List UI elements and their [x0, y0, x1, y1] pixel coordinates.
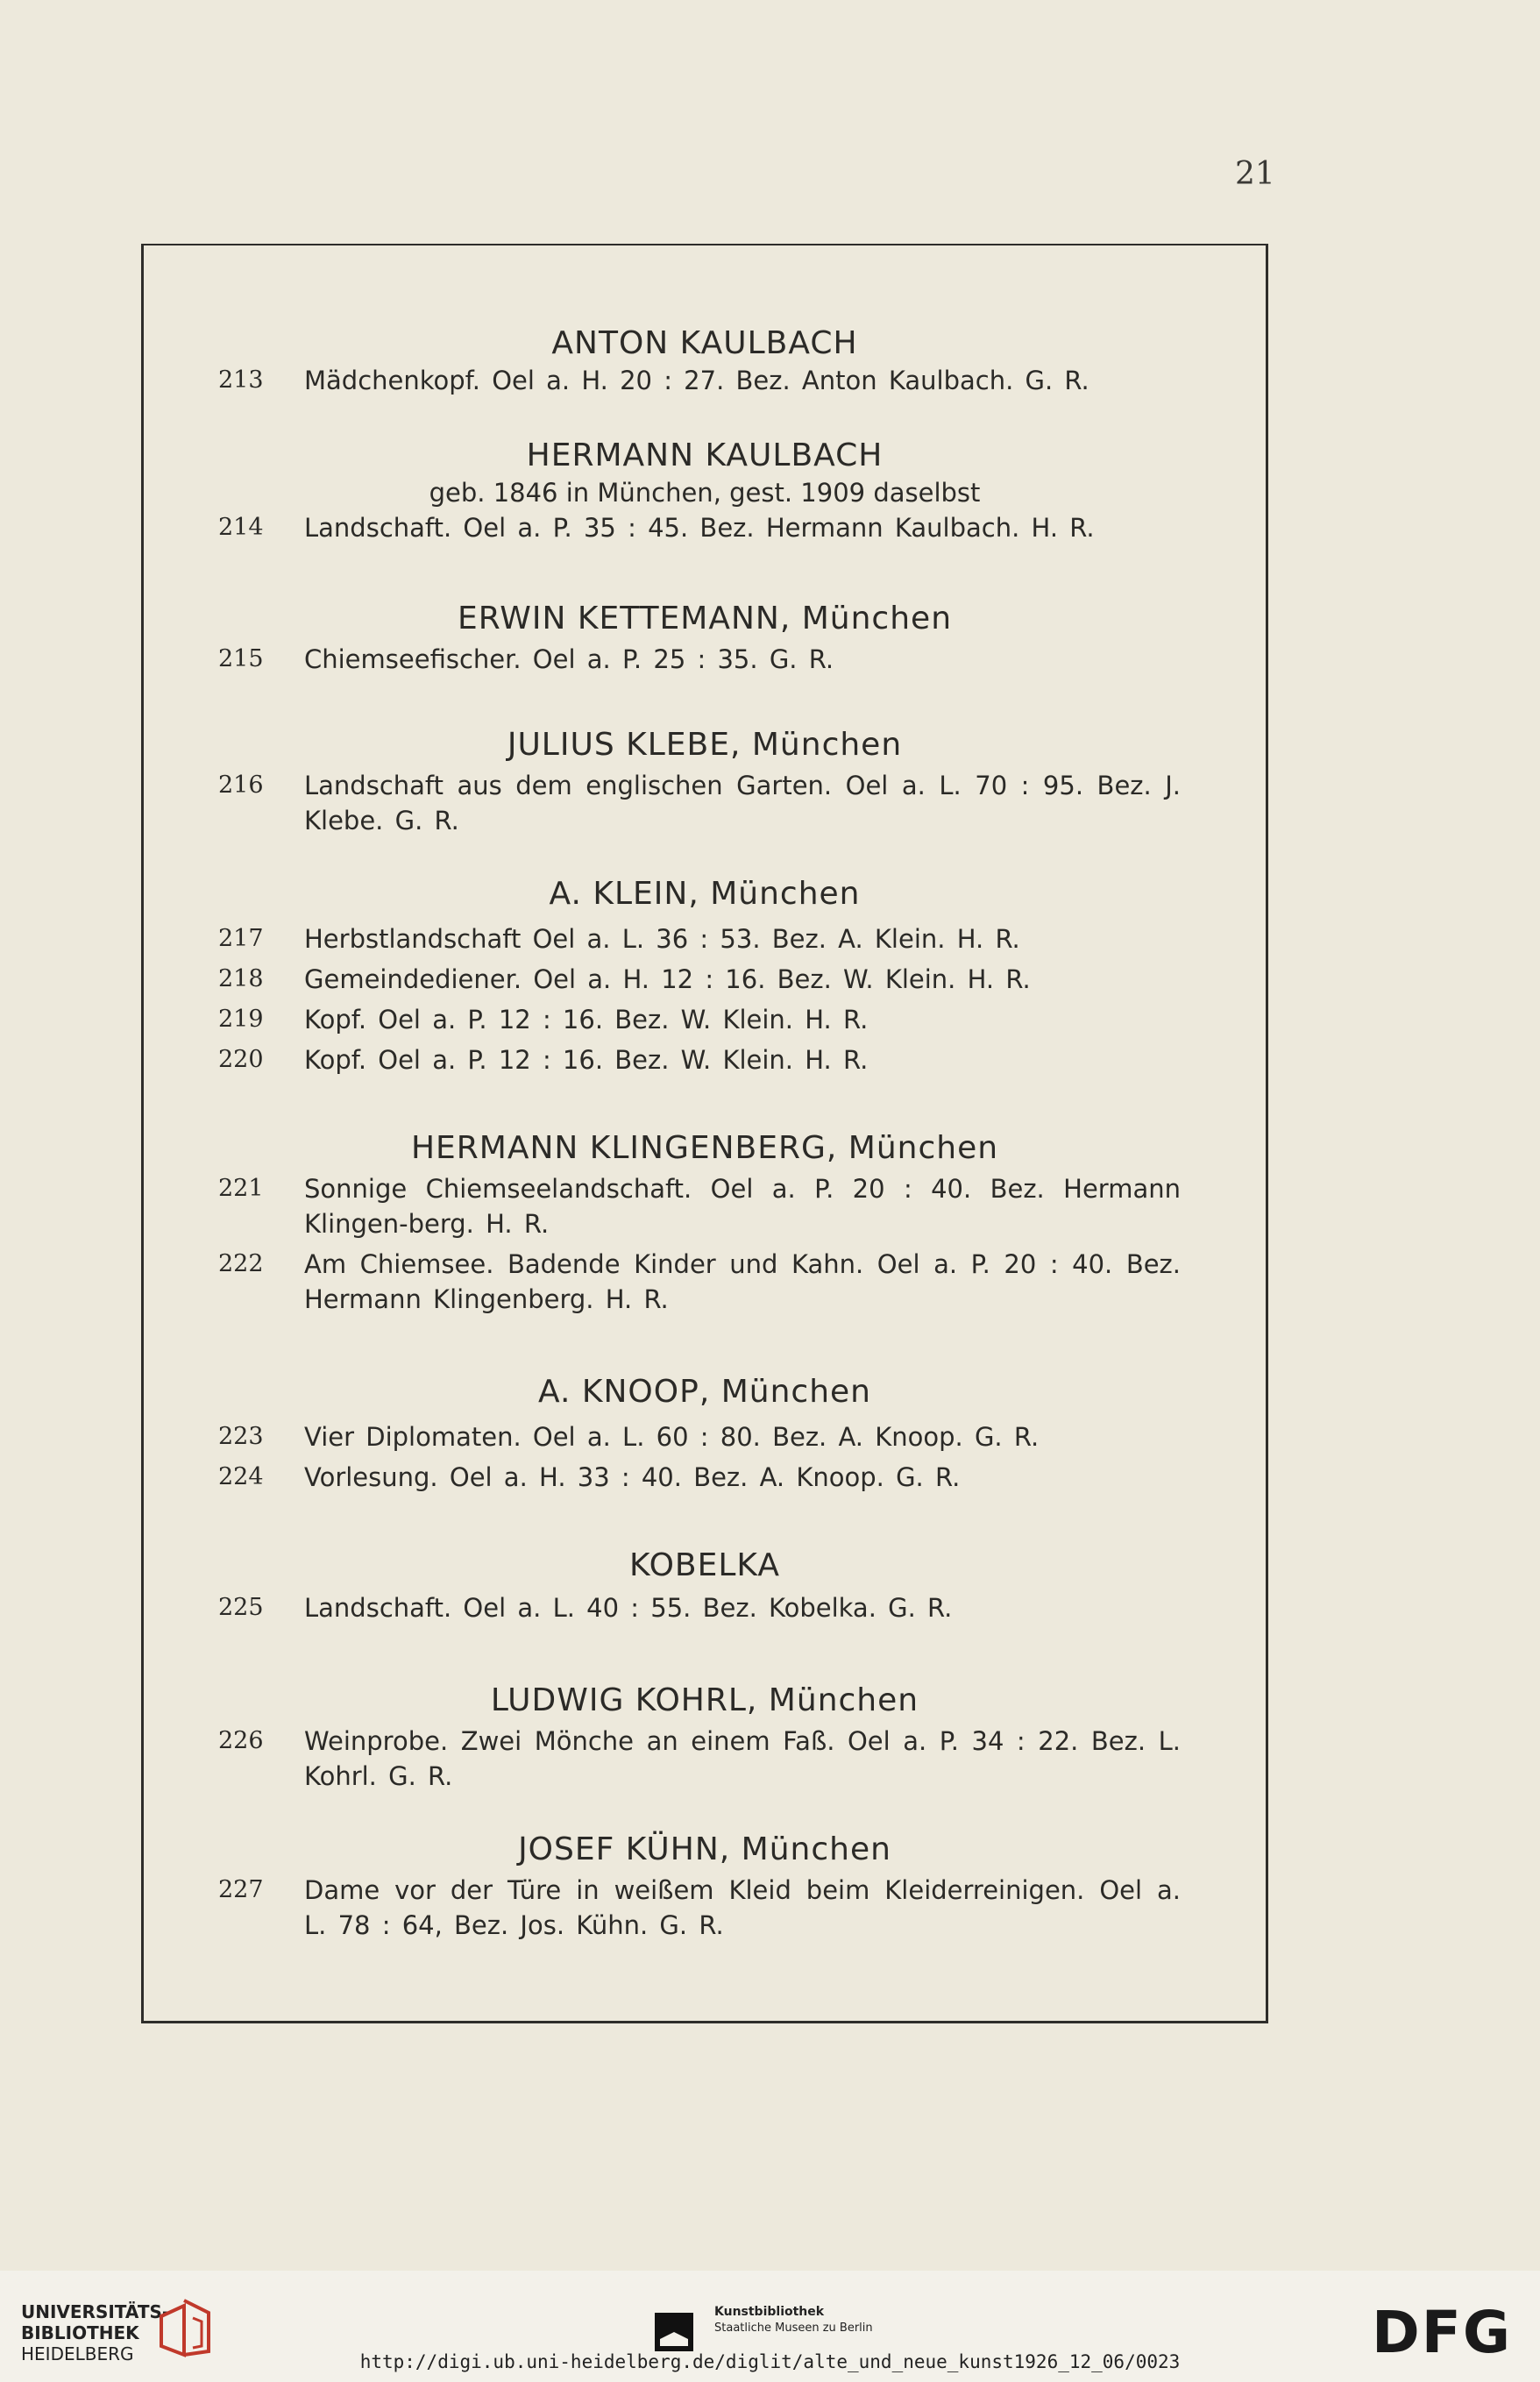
entry-number: 220 — [218, 1046, 264, 1073]
entry-text: Kopf. Oel a. P. 12 : 16. Bez. W. Klein. H. R. — [304, 1005, 869, 1035]
artist-heading: HERMANN KAULBACH — [526, 437, 884, 473]
entry-number: 217 — [218, 925, 264, 952]
artist-heading: KOBELKA — [628, 1547, 781, 1583]
catalog-entry — [141, 510, 1268, 545]
catalog-entry — [141, 1247, 1268, 1317]
entry-text: Landschaft. Oel a. P. 35 : 45. Bez. Hermann Kaulbach. H. R. — [304, 513, 1095, 543]
artist-section — [141, 1547, 1268, 1625]
artist-bio: geb. 1846 in München, gest. 1909 daselbst — [429, 478, 981, 508]
entry-text: Gemeindediener. Oel a. H. 12 : 16. Bez. W. Klein. H. R. — [304, 964, 1031, 994]
ub-logo-line2: BIBLIOTHEK — [21, 2322, 139, 2343]
catalog-entry — [141, 1171, 1268, 1241]
artist-heading: ANTON KAULBACH — [551, 325, 858, 361]
artist-heading: HERMANN KLINGENBERG, München — [410, 1130, 999, 1166]
entry-number: 218 — [218, 965, 264, 992]
kb-subtitle: Staatliche Museen zu Berlin — [714, 2322, 873, 2335]
ub-logo-line1: UNIVERSITÄTS- — [21, 2301, 170, 2322]
ub-logo-mark-icon — [158, 2297, 212, 2358]
page-number: 21 — [1235, 156, 1275, 192]
entry-text: Landschaft. Oel a. L. 40 : 55. Bez. Kobelka. G. R. — [304, 1593, 953, 1623]
permalink-url[interactable]: http://digi.ub.uni-heidelberg.de/diglit/alte_und_neue_kunst1926_12_06/0023 — [359, 2351, 1181, 2372]
artist-section — [141, 437, 1268, 545]
catalog-entry — [141, 1590, 1268, 1625]
catalog-entry — [141, 1417, 1268, 1457]
catalog-entry — [141, 768, 1268, 838]
kb-title: Kunstbibliothek — [714, 2305, 825, 2319]
artist-section — [141, 875, 1268, 1080]
catalog-entry — [141, 1873, 1268, 1943]
entry-text: Vorlesung. Oel a. H. 33 : 40. Bez. A. Knoop. G. R. — [304, 1462, 961, 1492]
artist-heading: A. KNOOP, München — [538, 1374, 871, 1410]
catalog-entry — [141, 1457, 1268, 1497]
entry-number: 222 — [218, 1250, 264, 1277]
entry-number: 219 — [218, 1006, 264, 1033]
entry-text: Weinprobe. Zwei Mönche an einem Faß. Oel a. P. 34 : 22. Bez. L. Kohrl. G. R. — [304, 1726, 1181, 1791]
entry-number: 226 — [218, 1727, 264, 1754]
catalog-entry — [141, 959, 1268, 999]
entry-text: Kopf. Oel a. P. 12 : 16. Bez. W. Klein. H. R. — [304, 1045, 869, 1075]
entry-text: Vier Diplomaten. Oel a. L. 60 : 80. Bez. A. Knoop. G. R. — [304, 1422, 1040, 1452]
entry-number: 214 — [218, 514, 264, 541]
entry-text: Landschaft aus dem englischen Garten. Oel a. L. 70 : 95. Bez. J. Klebe. G. R. — [304, 771, 1181, 835]
entry-text: Mädchenkopf. Oel a. H. 20 : 27. Bez. Anton Kaulbach. G. R. — [304, 366, 1089, 395]
entry-number: 213 — [218, 366, 264, 394]
artist-section — [141, 726, 1268, 838]
catalog-entry — [141, 1040, 1268, 1080]
catalog-entry — [141, 363, 1268, 398]
entry-number: 221 — [218, 1175, 264, 1202]
ub-logo-line3: HEIDELBERG — [21, 2343, 134, 2364]
artist-heading: A. KLEIN, München — [549, 876, 861, 912]
artist-heading: JULIUS KLEBE, München — [507, 727, 903, 763]
artist-section — [141, 1129, 1268, 1317]
artist-section — [141, 600, 1268, 677]
entry-number: 215 — [218, 645, 264, 672]
entry-number: 227 — [218, 1876, 264, 1903]
catalog-entry — [141, 1724, 1268, 1794]
artist-section — [141, 1373, 1268, 1497]
entry-text: Chiemseefischer. Oel a. P. 25 : 35. G. R. — [304, 644, 834, 674]
entry-text: Am Chiemsee. Badende Kinder und Kahn. Oel a. P. 20 : 40. Bez. Hermann Klingenberg. H. R. — [304, 1249, 1181, 1314]
dfg-logo[interactable]: DFG — [1372, 2299, 1513, 2366]
artist-section — [141, 1682, 1268, 1794]
artist-heading: ERWIN KETTEMANN, München — [457, 601, 953, 636]
catalog-entry — [141, 999, 1268, 1040]
artist-heading: LUDWIG KOHRL, München — [490, 1682, 919, 1718]
entry-number: 216 — [218, 771, 264, 799]
entry-text: Dame vor der Türe in weißem Kleid beim Kleiderreinigen. Oel a. L. 78 : 64, Bez. Jos. Kühn. G. R. — [304, 1875, 1181, 1940]
entry-number: 223 — [218, 1423, 264, 1450]
catalog-entry — [141, 919, 1268, 959]
artist-heading: JOSEF KÜHN, München — [518, 1831, 891, 1867]
entry-number: 224 — [218, 1463, 264, 1490]
artist-section — [141, 324, 1268, 398]
kunstbibliothek-mark-icon — [655, 2313, 693, 2351]
artist-section — [141, 1831, 1268, 1943]
catalog-entry — [141, 642, 1268, 677]
footer-bar — [0, 2271, 1540, 2382]
entry-number: 225 — [218, 1594, 264, 1621]
entry-text: Herbstlandschaft Oel a. L. 36 : 53. Bez. A. Klein. H. R. — [304, 924, 1020, 954]
entry-text: Sonnige Chiemseelandschaft. Oel a. P. 20 : 40. Bez. Hermann Klingen-berg. H. R. — [304, 1174, 1181, 1239]
